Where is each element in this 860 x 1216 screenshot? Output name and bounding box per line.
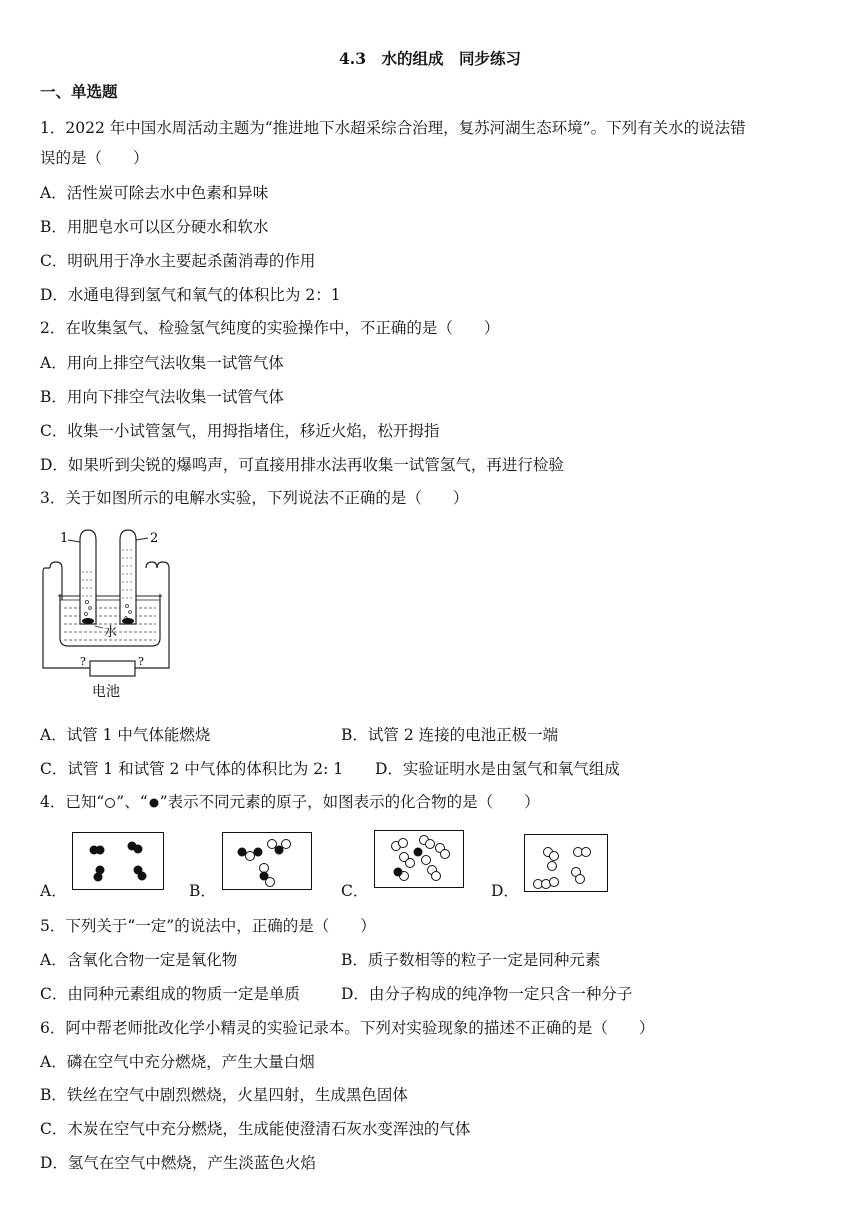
q3-option-d: D．实验证明水是由氢气和氧气组成 — [375, 760, 620, 778]
q2-option-b: B．用向下排空气法收集一试管气体 — [40, 388, 284, 406]
page-title: 4.3 水的组成 同步练习 — [339, 49, 521, 68]
q4-option-b-diagram — [222, 832, 312, 890]
q3-stem: 3．关于如图所示的电解水实验，下列说法不正确的是（ ） — [40, 489, 469, 507]
q4-stem — [40, 791, 540, 813]
q3-option-a: A．试管 1 中气体能燃烧 — [40, 726, 211, 744]
q6-option-d: D．氢气在空气中燃烧，产生淡蓝色火焰 — [40, 1154, 316, 1172]
q3-option-b: B．试管 2 连接的电池正极一端 — [341, 726, 559, 744]
q5-option-b: B．质子数相等的粒子一定是同种元素 — [341, 951, 601, 969]
section-heading: 一、单选题 — [40, 82, 118, 101]
fig-terminal-1: ? — [80, 655, 86, 668]
q4-option-a-diagram — [72, 832, 164, 890]
q1-option-b: B．用肥皂水可以区分硬水和软水 — [40, 218, 269, 236]
q4-option-b-label: B． — [189, 882, 216, 900]
q2-option-d: D．如果听到尖锐的爆鸣声，可直接用排水法再收集一试管氢气，再进行检验 — [40, 456, 564, 474]
q5-option-a: A．含氧化合物一定是氧化物 — [40, 951, 238, 969]
q4-option-a-label: A． — [40, 882, 67, 900]
q5-stem: 5．下列关于“一定”的说法中，正确的是（ ） — [40, 917, 376, 935]
q6-stem: 6．阿中帮老师批改化学小精灵的实验记录本。下列对实验现象的描述不正确的是（ ） — [40, 1019, 655, 1037]
q2-option-a: A．用向上排空气法收集一试管气体 — [40, 354, 284, 372]
fig-tube2-label: 2 — [150, 531, 159, 546]
q6-option-c: C．木炭在空气中充分燃烧，生成能使澄清石灰水变浑浊的气体 — [40, 1120, 471, 1138]
q1-option-d: D．水通电得到氢气和氧气的体积比为 2：1 — [40, 286, 341, 304]
black-atom-icon — [148, 797, 160, 809]
q1-stem-line1: 1．2022 年中国水周活动主题为“推进地下水超采综合治理，复苏河湖生态环境”。下列有关水的说法错 — [40, 119, 746, 137]
q4-option-d-diagram — [524, 834, 608, 892]
fig-tube1-label: 1 — [60, 531, 69, 546]
fig-battery-label: 电池 — [92, 684, 120, 700]
q3-option-c: C．试管 1 和试管 2 中气体的体积比为 2: 1 — [40, 760, 344, 778]
q5-option-d: D．由分子构成的纯净物一定只含一种分子 — [341, 985, 633, 1003]
electrolysis-figure — [40, 528, 190, 708]
q1-option-a: A．活性炭可除去水中色素和异味 — [40, 184, 269, 202]
q5-option-c: C．由同种元素组成的物质一定是单质 — [40, 985, 300, 1003]
q4-option-c-label: C． — [341, 882, 369, 900]
q4-stem-mid: ”、“ — [116, 793, 148, 811]
q4-stem-post: ”表示不同元素的原子，如图表示的化合物的是（ ） — [159, 793, 540, 811]
q6-option-a: A．磷在空气中充分燃烧，产生大量白烟 — [40, 1053, 315, 1071]
q6-option-b: B．铁丝在空气中剧烈燃烧，火星四射，生成黑色固体 — [40, 1086, 408, 1104]
q4-option-c-diagram — [374, 830, 464, 888]
q2-option-c: C．收集一小试管氢气，用拇指堵住，移近火焰，松开拇指 — [40, 422, 440, 440]
q1-stem-line2: 误的是（ ） — [40, 149, 149, 167]
q1-option-c: C．明矾用于净水主要起杀菌消毒的作用 — [40, 252, 316, 270]
q2-stem: 2．在收集氢气、检验氢气纯度的实验操作中，不正确的是（ ） — [40, 319, 500, 337]
fig-water-label: 水 — [104, 625, 118, 640]
q4-stem-pre: 4．已知“ — [40, 793, 105, 811]
q4-option-d-label: D． — [491, 882, 519, 900]
white-atom-icon — [104, 797, 116, 809]
fig-terminal-2: ? — [138, 655, 144, 668]
